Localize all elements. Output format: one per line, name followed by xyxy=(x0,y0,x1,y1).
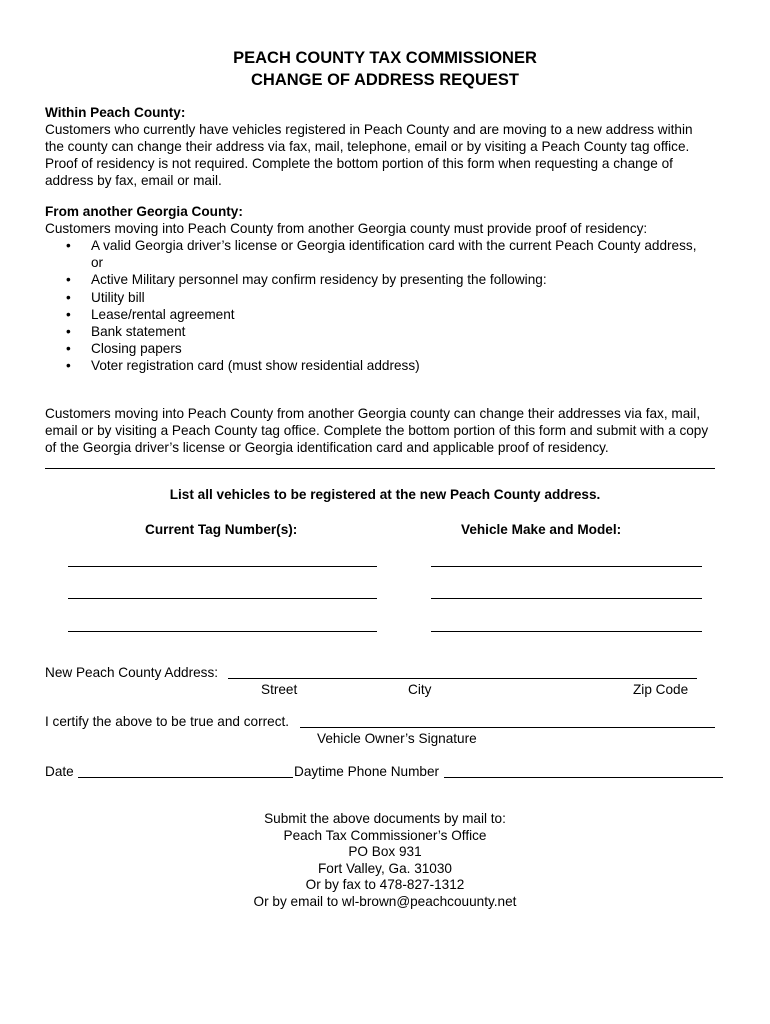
vehicles-heading: List all vehicles to be registered at the new Peach County address. xyxy=(169,487,601,502)
list-item: • Active Military personnel may confirm residency by presenting the following: xyxy=(66,272,547,288)
submit-line-1: Submit the above documents by mail to: xyxy=(264,811,506,826)
closing-paragraph xyxy=(45,405,725,456)
signature-caption: Vehicle Owner’s Signature xyxy=(317,731,477,746)
make-model-field-1[interactable] xyxy=(431,566,702,567)
street-caption: Street xyxy=(261,682,298,697)
bullet-icon: • xyxy=(66,289,71,305)
certify-label: I certify the above to be true and correct. xyxy=(45,714,290,729)
bullet-icon: • xyxy=(66,324,71,340)
submit-line-2: Peach Tax Commissioner’s Office xyxy=(283,827,487,843)
city-caption: City xyxy=(408,682,432,697)
tag-number-field-3[interactable] xyxy=(68,631,377,632)
within-line-3: Proof of residency is not required. Complete the bottom portion of this form when requesting a change of xyxy=(45,156,673,171)
another-county-heading: From another Georgia County: xyxy=(45,204,243,219)
section-divider xyxy=(45,468,715,469)
tag-number-field-1[interactable] xyxy=(68,566,377,567)
submit-line-6: Or by email to wl-brown@peachcouunty.net xyxy=(253,893,517,909)
phone-label: Daytime Phone Number xyxy=(294,764,440,779)
another-county-intro: Customers moving into Peach County from another Georgia county must provide proof of residency: xyxy=(45,221,648,236)
date-field[interactable] xyxy=(78,777,293,778)
address-field[interactable] xyxy=(228,678,697,679)
date-label: Date xyxy=(45,764,74,779)
within-county-heading: Within Peach County: xyxy=(45,105,186,120)
within-line-2: the county can change their address via fax, mail, telephone, email or by visiting a Peach County tag office. xyxy=(45,139,690,154)
make-model-field-2[interactable] xyxy=(431,598,702,599)
phone-field[interactable] xyxy=(444,777,723,778)
within-line-4: address by fax, email or mail. xyxy=(45,173,222,188)
list-item: • Voter registration card (must show residential address) xyxy=(66,358,420,374)
list-item: • A valid Georgia driver’s license or Georgia identification card with the current Peach County address, xyxy=(66,238,697,253)
bullet-icon: • xyxy=(66,238,71,253)
zip-code-caption: Zip Code xyxy=(633,682,689,697)
bullet-icon: • xyxy=(66,306,71,322)
list-item: • Closing papers xyxy=(66,341,182,357)
list-item-continuation: or xyxy=(91,255,104,271)
within-line-1: Customers who currently have vehicles registered in Peach County and are moving to a new address within xyxy=(45,122,693,137)
submit-line-3: PO Box 931 xyxy=(348,844,422,859)
address-label: New Peach County Address: xyxy=(45,665,219,680)
make-model-field-3[interactable] xyxy=(431,631,702,632)
page-title: PEACH COUNTY TAX COMMISSIONER xyxy=(233,49,537,67)
closing-line-2: email or by visiting a Peach County tag office. Complete the bottom portion of this form and submit with a copy xyxy=(45,423,709,438)
list-item: • Utility bill xyxy=(66,289,145,305)
make-model-column-label: Vehicle Make and Model: xyxy=(461,522,622,537)
closing-line-1: Customers moving into Peach County from another Georgia county can change their addresses via fax, mail, xyxy=(45,406,701,421)
tag-number-column-label: Current Tag Number(s): xyxy=(145,522,298,537)
tag-number-field-2[interactable] xyxy=(68,598,377,599)
submit-line-4: Fort Valley, Ga. 31030 xyxy=(318,860,452,876)
another-county-section xyxy=(45,203,725,237)
bullet-icon: • xyxy=(66,272,71,288)
signature-field[interactable] xyxy=(300,727,715,728)
page-subtitle: CHANGE OF ADDRESS REQUEST xyxy=(251,71,519,89)
bullet-icon: • xyxy=(66,341,71,357)
list-item: • Bank statement xyxy=(66,324,186,340)
bullet-icon: • xyxy=(66,358,71,374)
submit-line-5: Or by fax to 478-827-1312 xyxy=(305,877,465,892)
proof-list xyxy=(62,237,697,375)
within-county-section xyxy=(45,104,725,189)
closing-line-3: of the Georgia driver’s license or Georgia identification card and applicable proof of residency. xyxy=(45,440,609,455)
list-item: • Lease/rental agreement xyxy=(66,306,235,322)
